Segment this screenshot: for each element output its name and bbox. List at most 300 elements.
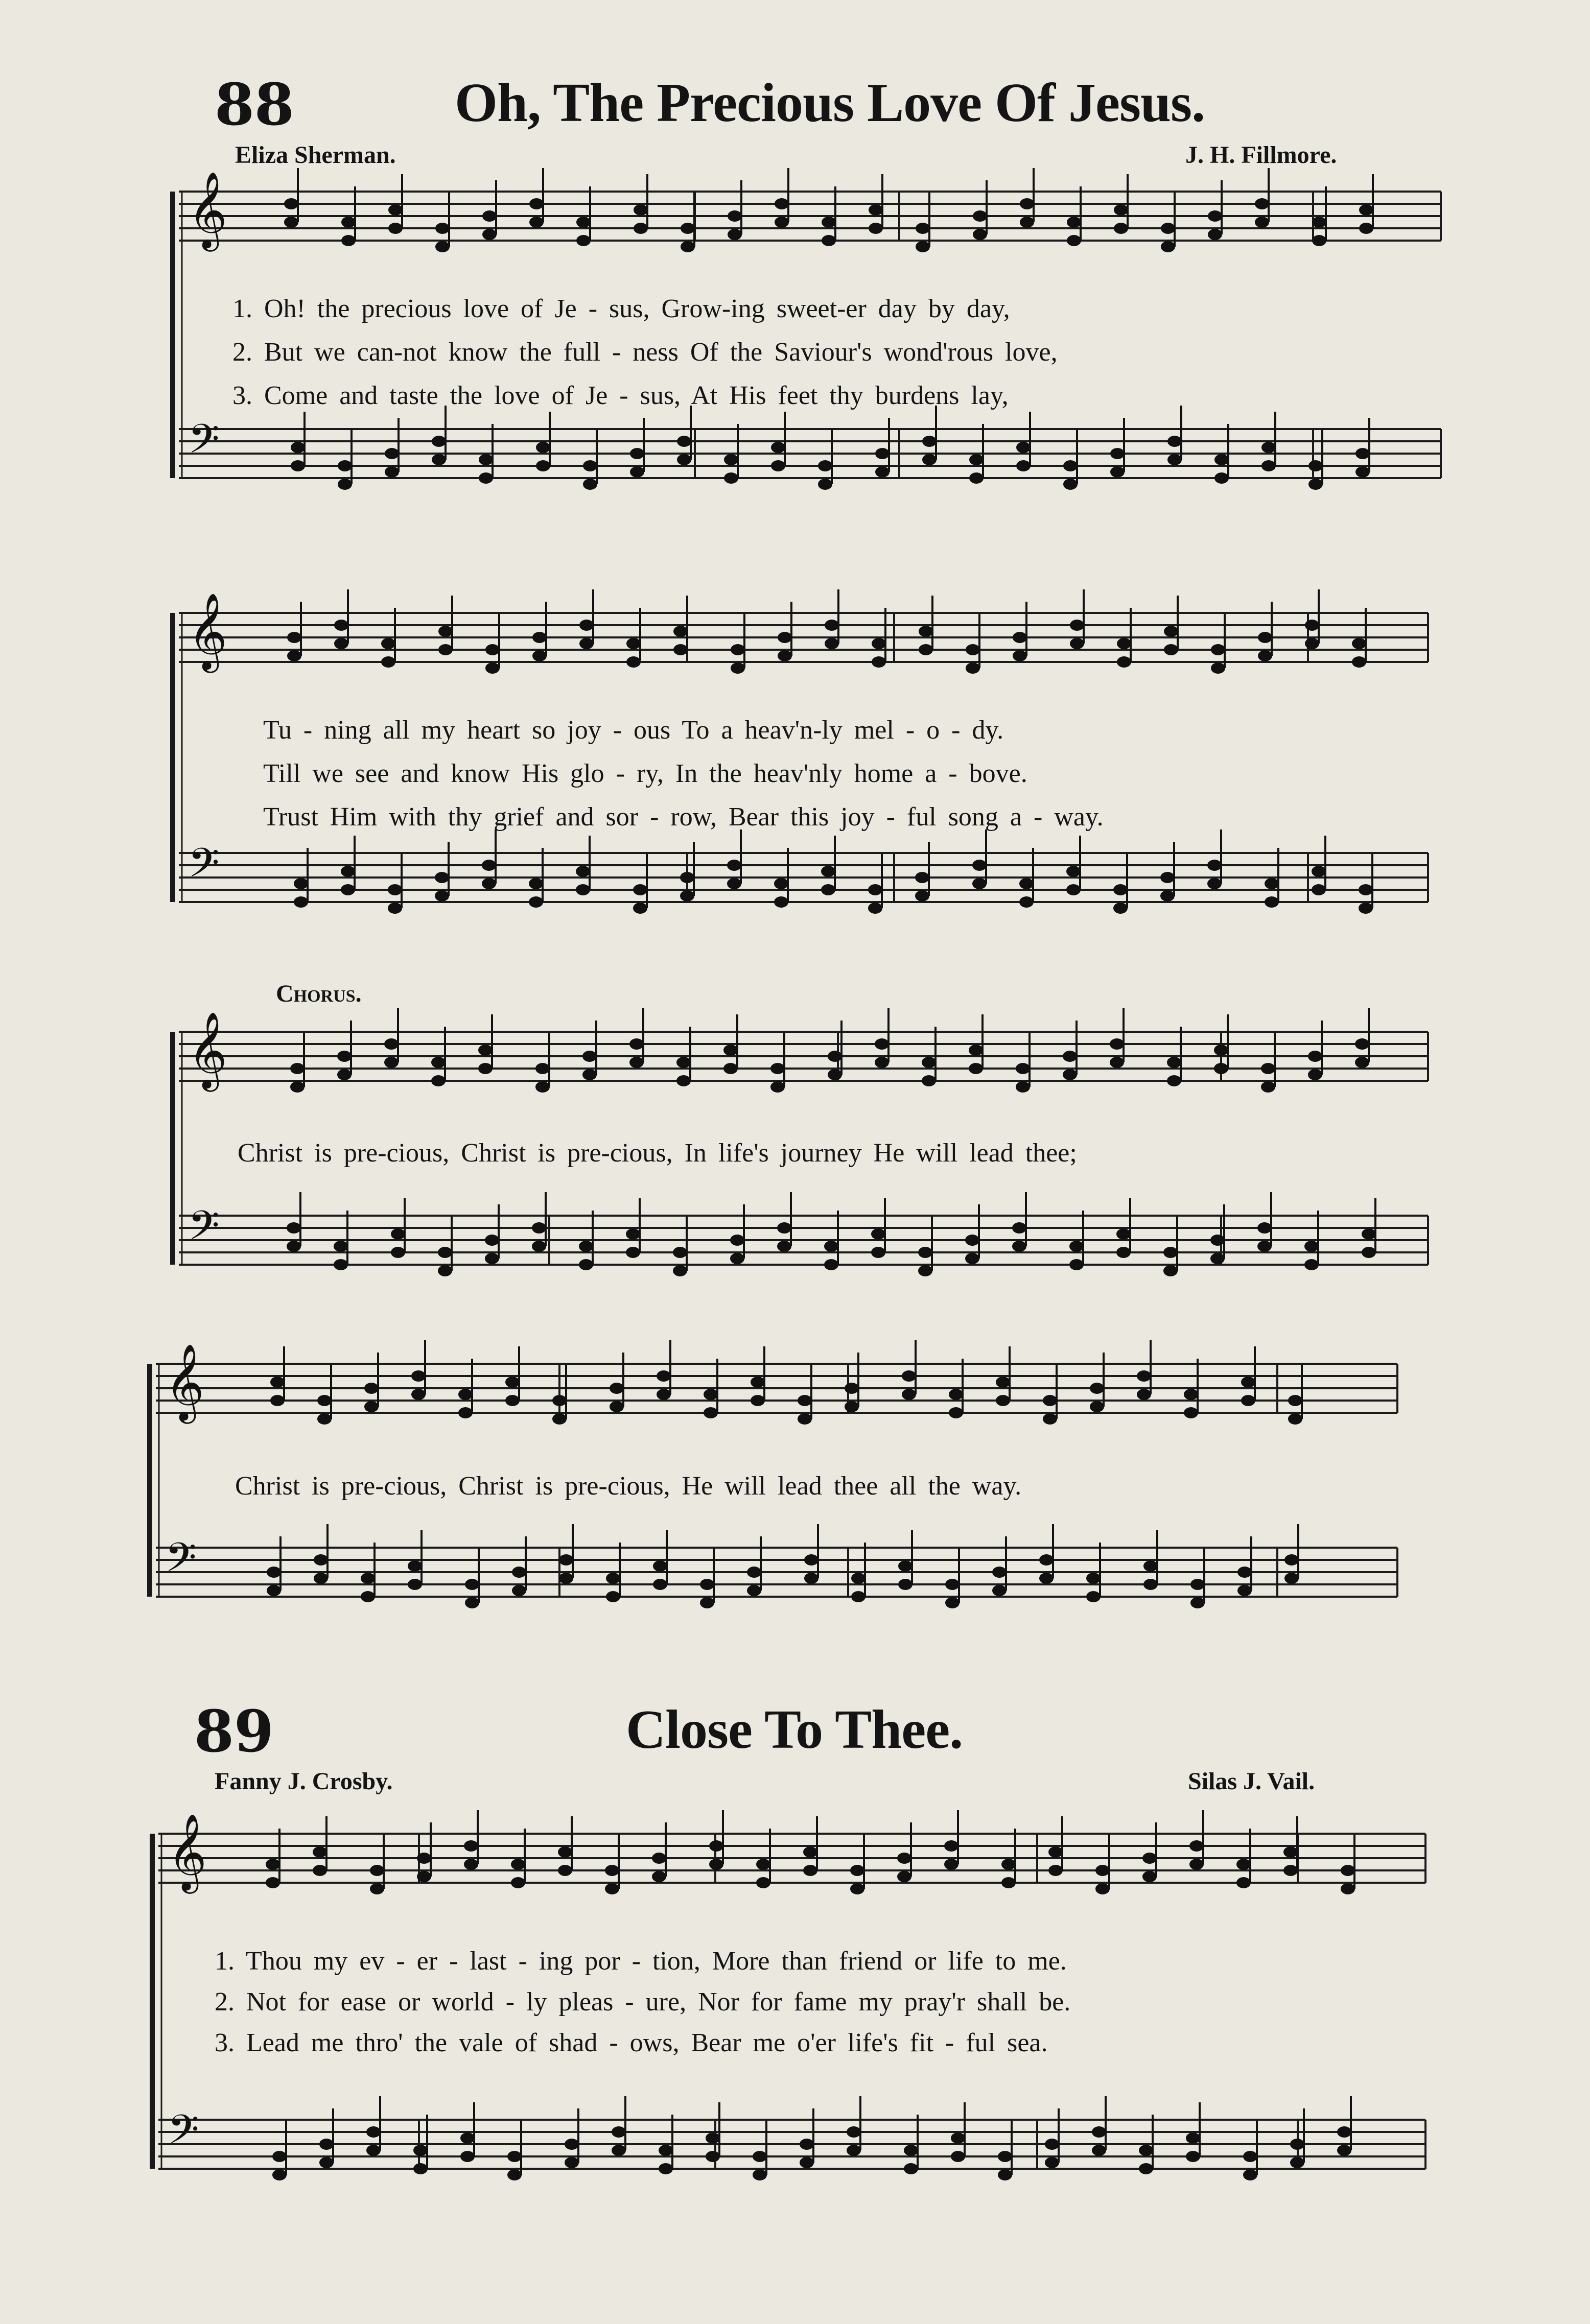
treble-clef: 𝄞 [188,171,227,248]
note-head [267,1567,281,1578]
note-head [464,1859,478,1870]
note-head [411,1389,426,1400]
note-head [804,1573,819,1584]
note-head [458,1407,473,1418]
note-head [1137,1389,1151,1400]
note-head [898,1579,913,1590]
note-head [579,638,594,649]
note-head [505,1377,520,1388]
note-head [681,223,695,234]
note-head [559,1573,573,1584]
note-head [485,1235,499,1246]
note-head [319,2157,334,2168]
note-head [1355,1057,1369,1068]
note-head [1069,1259,1084,1270]
note-head [673,1247,687,1258]
note-head [626,1228,640,1240]
note-head [1001,1877,1016,1888]
note-head [388,204,403,216]
note-head [529,896,543,908]
note-head [1163,1265,1178,1276]
note-head [1211,662,1225,674]
note-head [945,1579,960,1590]
note-head [465,1597,479,1608]
note-head [435,223,450,234]
note-head [969,454,984,465]
note-head [1070,638,1084,649]
note-head [1063,460,1078,471]
note-head [922,436,937,447]
note-head [770,1081,785,1093]
note-head [478,1045,493,1056]
note-head [731,662,745,674]
note-head [381,638,395,649]
note-head [1020,217,1034,228]
note-head [1019,878,1034,889]
note-head [431,1057,446,1068]
hymn-88-s1-verse-3: 3. Come and taste the love of Je - sus, At His feet thy burdens lay, [232,381,1009,410]
note-head [951,2132,965,2144]
note-head [482,210,497,222]
treble-clef: 𝄞 [165,1343,204,1420]
note-head [630,448,644,459]
note-head [1237,1567,1252,1578]
note-head [438,1247,452,1258]
note-head [1186,2151,1200,2162]
note-head [338,460,352,471]
note-head [413,2163,428,2174]
note-head [435,872,449,883]
note-head [872,638,886,649]
note-head [341,217,356,228]
note-head [1167,1057,1181,1068]
note-head [753,2151,767,2162]
note-head [1359,223,1373,234]
note-head [1308,479,1323,490]
note-head [919,644,933,655]
note-head [1241,1377,1255,1388]
note-head [771,442,785,453]
note-head [633,884,647,895]
note-head [1016,442,1031,453]
note-head [1359,903,1373,914]
note-head [435,890,449,902]
note-head [652,1853,666,1864]
note-head [704,1407,718,1418]
note-head [972,860,987,871]
note-head [1255,198,1269,209]
note-head [1290,2157,1304,2168]
note-head [512,1585,526,1596]
note-head [432,436,446,447]
note-head [996,1377,1010,1388]
note-head [747,1567,761,1578]
note-head [1012,1222,1026,1234]
note-head [1045,2157,1059,2168]
note-head [1142,1853,1157,1864]
note-head [747,1585,761,1596]
bass-clef: 𝄢 [168,2106,199,2163]
note-head [1184,1407,1198,1418]
note-head [775,198,789,209]
note-head [869,223,883,234]
note-head [1261,1063,1275,1074]
note-head [505,1395,520,1406]
note-head [1359,884,1373,895]
note-head [338,479,352,490]
note-head [1312,217,1326,228]
note-head [314,1573,328,1584]
note-head [915,890,929,902]
note-head [657,1370,671,1382]
note-head [1290,2139,1304,2150]
note-head [391,1247,405,1258]
note-head [1090,1401,1104,1412]
note-head [479,454,493,465]
note-head [1261,442,1276,453]
note-head [1139,2145,1153,2156]
note-head [1359,204,1373,216]
note-head [673,626,688,637]
treble-clef: 𝄞 [188,1011,227,1088]
note-head [1211,644,1225,655]
note-head [413,2145,428,2156]
note-head [460,2132,475,2144]
note-head [966,662,980,674]
note-head [771,460,785,471]
note-head [1362,1247,1376,1258]
note-head [778,650,792,661]
note-head [916,223,930,234]
note-head [1095,1865,1110,1876]
note-head [482,878,496,889]
note-head [438,1265,452,1276]
note-head [724,472,738,484]
note-head [532,1241,546,1252]
note-head [1086,1591,1101,1602]
note-head [723,1045,738,1056]
note-head [388,903,402,914]
note-head [334,1259,348,1270]
note-head [1110,1057,1124,1068]
note-head [1288,1395,1302,1406]
note-head [944,1859,958,1870]
note-head [583,479,597,490]
note-head [659,2163,673,2174]
note-head [918,1247,932,1258]
note-head [1308,1069,1322,1080]
note-head [612,2126,626,2138]
note-head [904,2163,918,2174]
note-head [385,448,399,459]
bass-clef: 𝄢 [188,415,220,472]
note-head [1067,235,1081,246]
note-head [1237,1585,1252,1596]
note-head [266,1877,280,1888]
note-head [290,1081,305,1093]
note-head [897,1871,911,1882]
note-head [1189,1840,1204,1852]
note-head [677,436,691,447]
note-head [680,872,694,883]
note-head [576,235,591,246]
note-head [408,1579,422,1590]
note-head [1190,1579,1205,1590]
note-head [1265,896,1279,908]
note-head [824,1241,838,1252]
hymn-88-s1-verse-2: 2. But we can-not know the full - ness Of the Saviour's wond'rous love, [232,338,1058,367]
hymn-88-s1-verse-1: 1. Oh! the precious love of Je - sus, Grow-ing sweet-er day by day, [232,294,1010,323]
hymn-89-composer: Silas J. Vail. [1188,1768,1315,1795]
hymn-88-chorus-line-2: Christ is pre-cious, Christ is pre-cious, He will lead thee all the way. [235,1472,1022,1501]
note-head [1116,1247,1131,1258]
note-head [1305,638,1319,649]
note-head [730,1235,744,1246]
note-head [1095,1883,1110,1894]
note-head [1312,866,1326,877]
note-head [1167,454,1182,465]
hymn-88-title: Oh, The Precious Love Of Jesus. [455,73,1205,133]
hymn-89-verse-2: 2. Not for ease or world - ly pleas - ure, Nor for fame my pray'r shall be. [215,1987,1071,2017]
note-head [1020,198,1034,209]
note-head [851,1591,866,1602]
note-head [875,466,890,478]
note-head [727,860,741,871]
note-head [1160,890,1175,902]
note-head [1048,1865,1063,1876]
note-head [1001,1859,1016,1870]
note-head [1016,460,1031,471]
note-head [774,896,788,908]
note-head [825,638,839,649]
note-head [532,650,547,661]
note-head [966,644,980,655]
note-head [381,656,395,668]
note-head [1116,1228,1131,1240]
note-head [700,1579,714,1590]
note-head [465,1579,479,1590]
note-head [898,1560,913,1572]
note-head [341,884,355,895]
note-head [828,1051,842,1062]
note-head [1045,2139,1059,2150]
hymn-89-verse-3: 3. Lead me thro' the vale of shad - ows, Bear me o'er life's fit - ful sea. [215,2028,1048,2057]
note-head [969,472,984,484]
note-head [845,1401,859,1412]
note-head [728,210,742,222]
note-head [945,1597,960,1608]
note-head [361,1591,375,1602]
note-head [364,1383,379,1394]
note-head [1236,1877,1251,1888]
note-head [676,1075,691,1086]
note-head [1137,1370,1151,1382]
note-head [727,878,741,889]
note-head [366,2145,381,2156]
note-head [1283,1865,1298,1876]
note-head [1243,2151,1257,2162]
note-head [535,1063,550,1074]
note-head [1352,638,1366,649]
note-head [565,2139,579,2150]
note-head [965,1235,979,1246]
note-head [458,1389,473,1400]
note-head [922,454,937,465]
note-head [485,1253,499,1264]
hymn-88-s2-verse-2: Till we see and know His glo - ry, In the heav'nly home a - bove. [263,759,1027,788]
chorus-label: Chorus. [276,980,362,1007]
note-head [536,442,550,453]
note-head [1016,1081,1030,1093]
note-head [366,2126,381,2138]
note-head [992,1567,1007,1578]
note-head [1284,1554,1299,1566]
note-head [872,656,886,668]
note-head [485,662,500,674]
note-head [775,217,789,228]
note-head [800,2157,814,2168]
note-head [334,1241,348,1252]
note-head [949,1407,963,1418]
note-head [626,638,641,649]
note-head [482,229,497,240]
note-head [1092,2126,1106,2138]
note-head [1258,650,1272,661]
note-head [706,2151,720,2162]
note-head [902,1389,916,1400]
note-head [1265,878,1279,889]
note-head [1214,472,1229,484]
note-head [922,1075,936,1086]
note-head [511,1859,525,1870]
note-head [512,1567,526,1578]
note-head [1016,1063,1030,1074]
note-head [612,2145,626,2156]
note-head [1214,1063,1228,1074]
note-head [753,2169,767,2180]
bass-clef: 𝄢 [188,839,220,896]
note-head [728,229,742,240]
bass-clef: 𝄢 [188,1202,220,1259]
note-head [770,1063,785,1074]
note-head [579,620,594,631]
note-head [1164,626,1178,637]
note-head [804,1554,819,1566]
note-head [576,866,590,877]
note-head [287,650,301,661]
note-head [417,1853,431,1864]
note-head [1139,2163,1153,2174]
note-head [294,878,308,889]
note-head [266,1859,280,1870]
note-head [659,2145,673,2156]
note-head [1236,1859,1251,1870]
note-head [1019,896,1034,908]
note-head [969,1063,983,1074]
note-head [818,479,832,490]
note-head [290,1063,305,1074]
note-head [1255,217,1269,228]
note-head [777,1222,791,1234]
note-head [1261,460,1276,471]
note-head [391,1228,405,1240]
note-head [536,460,550,471]
note-head [313,1865,327,1876]
note-head [511,1877,525,1888]
note-head [1210,1253,1225,1264]
note-head [998,2169,1012,2180]
note-head [1013,650,1027,661]
note-head [798,1413,812,1425]
note-head [287,1222,301,1234]
note-head [1143,1579,1158,1590]
note-head [1070,620,1084,631]
note-head [724,454,738,465]
note-head [558,1865,572,1876]
note-head [606,1573,620,1584]
note-head [291,460,305,471]
note-head [998,2151,1012,2162]
note-head [1013,632,1027,643]
note-head [868,903,882,914]
note-head [579,1259,593,1270]
note-head [1063,1069,1077,1080]
note-head [482,860,496,871]
note-head [803,1865,817,1876]
note-head [270,1377,285,1388]
note-head [291,442,305,453]
note-head [818,460,832,471]
note-head [284,198,298,209]
note-head [284,217,298,228]
note-head [532,1222,546,1234]
note-head [774,878,788,889]
note-head [751,1377,765,1388]
note-head [1362,1228,1376,1240]
note-head [1184,1389,1198,1400]
note-head [1355,1038,1369,1050]
note-head [431,1075,446,1086]
hymn-88-number: 88 [215,72,294,138]
note-head [996,1395,1010,1406]
note-head [709,1840,723,1852]
note-head [1163,1247,1178,1258]
note-head [1142,1871,1157,1882]
note-head [388,223,403,234]
note-head [756,1877,770,1888]
note-head [731,644,745,655]
hymn-88-s2-verse-3: Trust Him with thy grief and sor - row, Bear this joy - ful song a - way. [263,802,1104,832]
note-head [287,1241,301,1252]
note-head [582,1069,597,1080]
note-head [798,1395,812,1406]
note-head [460,2151,475,2162]
note-head [1110,1038,1124,1050]
note-head [1117,656,1131,668]
note-head [821,884,835,895]
note-head [828,1069,842,1080]
note-head [626,656,641,668]
note-head [1284,1573,1299,1584]
note-head [825,620,839,631]
hymn-88-chorus-line-1: Christ is pre-cious, Christ is pre-cious, In life's journey He will lead thee; [238,1139,1077,1168]
note-head [1110,466,1125,478]
note-head [606,1591,620,1602]
note-head [630,466,644,478]
note-head [1341,1865,1355,1876]
note-head [915,872,929,883]
note-head [334,620,348,631]
